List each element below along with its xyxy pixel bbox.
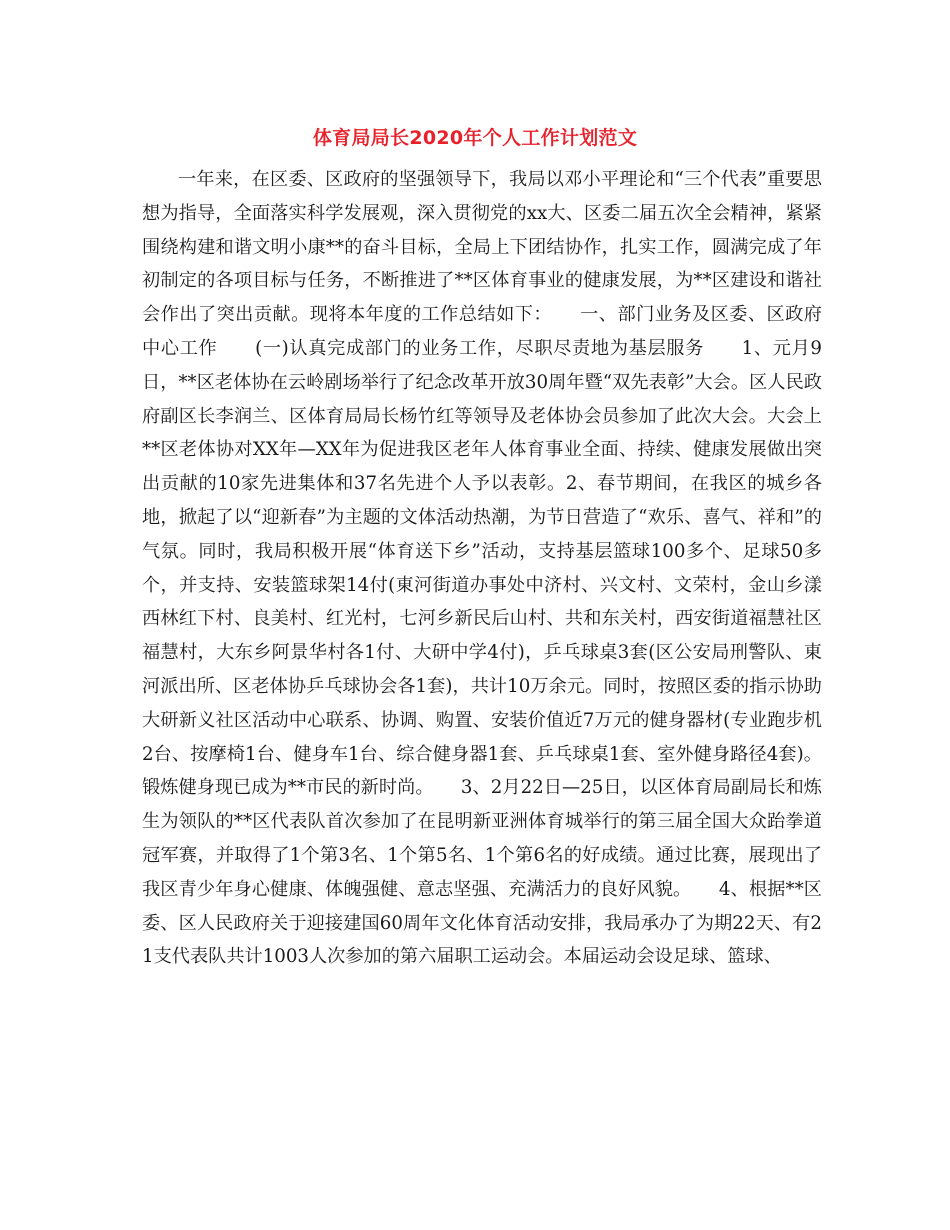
document-body-paragraph: 一年来，在区委、区政府的坚强领导下，我局以邓小平理论和“三个代表”重要思想为指导，全面落实科学发展观，深入贯彻党的xx大、区委二届五次全会精神，紧紧围绕构建和谐文明小康**的奋斗目标，全局上下团结协作，扎实工作，圆满完成了年初制定的各项目标与任务，不断推进了**区体育事业的健康发展，为**区建设和谐社会作出了突出贡献。现将本年度的工作总结如下： 一、部门业务及区委、区政府中心工作 (一)认真完成部门的业务工作，尽职尽责地为基层服务 1、元月9日，**区老体协在云岭剧场举行了纪念改革开放30周年暨“双先表彰”大会。区人民政府副区长李润兰、区体育局局长杨竹红等领导及老体协会员参加了此次大会。大会上**区老体协对XX年—XX年为促进我区老年人体育事业全面、持续、健康发展做出突出贡献的10家先进集体和37名先进个人予以表彰。2、春节期间，在我区的城乡各地，掀起了以“迎新春”为主题的文体活动热潮，为节日营造了“欢乐、喜气、祥和”的气氛。同时，我局积极开展“体育送下乡”活动，支持基层篮球100多个、足球50多个，并支持、安装篮球架14付(東河街道办事处中济村、兴文村、文荣村，金山乡漾西林红下村、良美村、红光村，七河乡新民后山村、共和东关村，西安街道福慧社区福慧村，大东乡阿景华村各1付、大研中学4付)，乒乓球桌3套(区公安局刑警队、東河派出所、区老体协乒乓球协会各1套)，共计10万余元。同时，按照区委的指示协助大研新义社区活动中心联系、协调、购置、安装价值近7万元的健身器材(专业跑步机2台、按摩椅1台、健身车1台、综合健身器1套、乒乓球桌1套、室外健身路径4套)。锻炼健身现已成为**市民的新时尚。 3、2月22日—25日，以区体育局副局长和炼生为领队的**区代表队首次参加了在昆明新亚洲体育城举行的第三届全国大众跆拳道冠军赛，并取得了1个第3名、1个第5名、1个第6名的好成绩。通过比赛，展现出了我区青少年身心健康、体魄强健、意志坚强、充满活力的良好风貌。 4、根据**区委、区人民政府关于迎接建国60周年文化体育活动安排，我局承办了为期22天、有21支代表队共计1003人次参加的第六届职工运动会。本届运动会设足球、篮球、 xyxy=(142,169,822,968)
document-title: 体育局局长2020年个人工作计划范文 xyxy=(312,127,638,149)
